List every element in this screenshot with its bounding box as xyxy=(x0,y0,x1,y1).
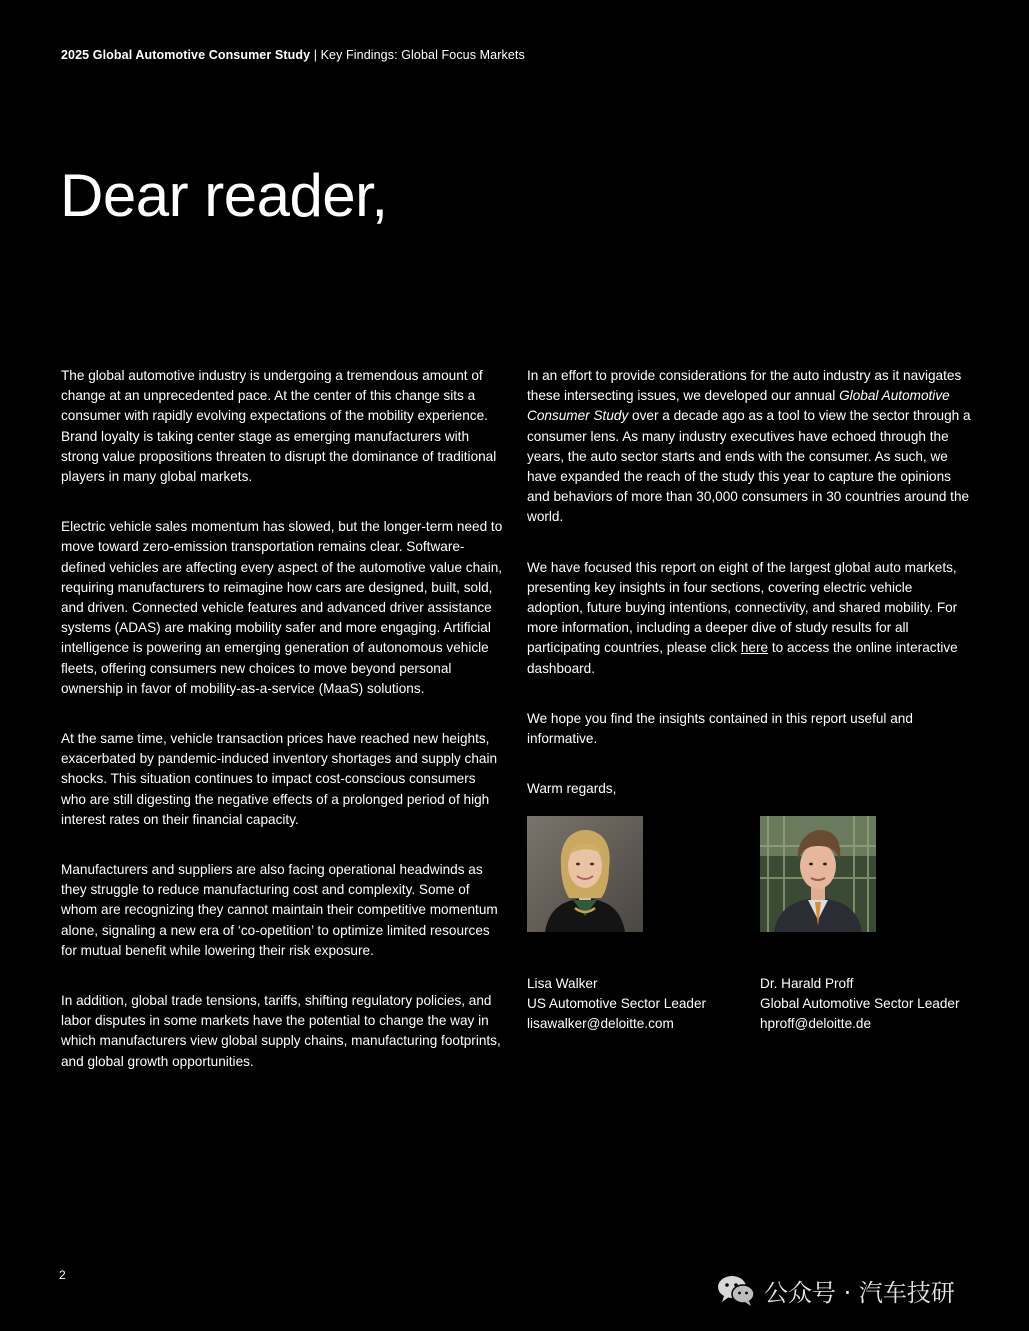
signatory-email: hproff@deloitte.de xyxy=(760,1016,872,1032)
right-column xyxy=(527,366,972,829)
paragraph-trade-tensions: In addition, global trade tensions, tariffs, shifting regulatory policies, and labor disputes in some markets have the potential to change the way in which manufacturers view global supply chains, manufacturing footprints, and global growth opportunities. xyxy=(61,993,501,1069)
signatory-role: Global Automotive Sector Leader xyxy=(760,996,960,1012)
portrait-man-icon xyxy=(760,816,876,932)
paragraph-industry-change: The global automotive industry is undergoing a tremendous amount of change at an unprecedented pace. At the center of this change sits a consumer with rapidly evolving expectations of the mobility experience. Brand loyalty is taking center stage as emerging manufacturers with strong value propositions threaten to disrupt the dominance of traditional players in many global markets. xyxy=(61,368,497,485)
signatory-lisa-walker xyxy=(527,974,706,1035)
study-name-italic: Global Automotive Consumer Study xyxy=(527,388,950,424)
left-column xyxy=(61,366,503,1102)
header-study-title: 2025 Global Automotive Consumer Study xyxy=(61,48,311,62)
report-focus-text-1: We have focused this report on eight of the largest global auto markets, presenting key insights in four sections, covering electric vehicle adoption, future buying intentions, connectivity, and shared mobility. For more information, including a deeper dive of study results for all participating countries, please click xyxy=(527,559,958,656)
signatory-name: Dr. Harald Proff xyxy=(760,976,854,991)
page-number: 2 xyxy=(59,1268,66,1282)
watermark xyxy=(716,1272,955,1308)
paragraph-study-intro xyxy=(527,366,972,528)
photo-harald-proff xyxy=(760,816,876,932)
watermark-text: 公众号 · 汽车技研 xyxy=(764,1278,955,1307)
paragraph-report-focus xyxy=(527,558,972,679)
study-intro-text-1: In an effort to provide considerations for the auto industry as it navigates these intersecting issues, we developed our annual xyxy=(527,368,962,404)
paragraph-ev-software: Electric vehicle sales momentum has slowed, but the longer-term need to move toward zero-emission transportation remains clear. Software-defined vehicles are affecting every aspect of the automotive value chain, requiring manufacturers to reimagine how cars are designed, built, sold, and driven. Connected vehicle features and advanced driver assistance systems (ADAS) are making mobility safer and more engaging. Artificial intelligence is powering an emerging generation of autonomous vehicle fleets, offering consumers new choices to move beyond personal ownership in favor of mobility-as-a-service (MaaS) solutions. xyxy=(61,519,503,696)
signatory-email: lisawalker@deloitte.com xyxy=(527,1016,674,1032)
page-header xyxy=(61,48,525,62)
page-title: Dear reader, xyxy=(60,162,388,229)
photo-lisa-walker xyxy=(527,816,643,932)
portrait-woman-icon xyxy=(527,816,643,932)
signoff: Warm regards, xyxy=(527,781,617,797)
paragraph-closing: We hope you find the insights contained in this report useful and informative. xyxy=(527,710,913,747)
study-intro-text-2: over a decade ago as a tool to view the sector through a consumer lens. As many industry executives have echoed through the years, the auto sector starts and ends with the consumer. As such, we have expanded the reach of the study this year to capture the opinions and behaviors of more than 30,000 consumers in 30 countries around the world. xyxy=(527,408,971,525)
signatory-harald-proff xyxy=(760,974,960,1035)
dashboard-link[interactable]: here xyxy=(740,640,769,656)
wechat-icon xyxy=(716,1272,756,1308)
signatory-role: US Automotive Sector Leader xyxy=(527,996,707,1012)
paragraph-prices: At the same time, vehicle transaction prices have reached new heights, exacerbated by pandemic-induced inventory shortages and supply chain shocks. This situation continues to impact cost-conscious consumers who are still digesting the negative effects of a prolonged period of high interest rates on their financial capacity. xyxy=(61,731,498,827)
header-separator: | xyxy=(310,48,321,62)
header-section: Key Findings: Global Focus Markets xyxy=(320,48,525,62)
paragraph-operational-headwinds: Manufacturers and suppliers are also facing operational headwinds as they struggle to reduce manufacturing cost and complexity. Some of whom are recognizing they cannot maintain their competitive momentum alone, signaling a new era of ‘co-opetition’ to optimize limited resources for mutual benefit while lowering their risk exposure. xyxy=(61,862,498,958)
report-focus-text-2: to access the online interactive dashboard. xyxy=(527,640,958,676)
signatory-name: Lisa Walker xyxy=(527,976,598,991)
